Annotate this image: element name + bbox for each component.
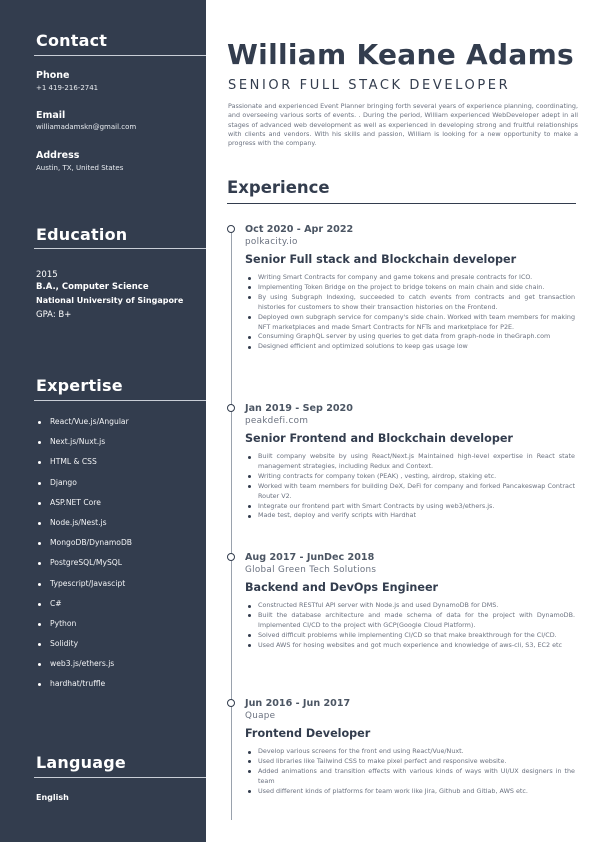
education-gpa: GPA: B+: [36, 310, 72, 320]
list-item: Develop various screens for the front end using React/Vue/Nuxt.: [245, 747, 575, 757]
job-bullets: [245, 601, 575, 651]
address-label: Address: [36, 150, 80, 161]
list-item: Consuming GraphQL server by using queries to get data from graph-node in theGraph.com: [245, 332, 575, 342]
email-label: Email: [36, 110, 66, 121]
list-item: Writing Smart Contracts for company and game tokens and presale contracts for ICO.: [245, 273, 575, 283]
person-name: William Keane Adams: [227, 38, 575, 71]
list-item: Built company website by using React/Next.js Maintained high-level expertise in React state management strategies, including Redux and Context.: [245, 452, 575, 472]
list-item: By using Subgraph Indexing, succeeded to catch events from contracts and get transaction histories for customers to show their transaction histories on the Frontend.: [245, 293, 575, 313]
list-item: Deployed own subgraph service for company's side chain. Worked with team members for making NFT marketplaces and made Smart Contracts for NFTs and marketplace for P2E.: [245, 313, 575, 333]
list-item: Typescript/Javascipt: [38, 574, 132, 594]
list-item: Added animations and transition effects with various kinds of ways with UI/UX designers in the team: [245, 767, 575, 787]
profile-summary: Passionate and experienced Event Planner bringing forth several years of experience planning, coordinating, and overseeing various sorts of events. . During the period, William experienced WebDeveloper adept in all stages of advanced web development as well as experienced in developing strong and fruitful relationships with clients and vendors. With his skills and passion, William is looking for a new opportunity to make a progress with the company.: [228, 102, 578, 148]
job-title: Senior Frontend and Blockchain developer: [245, 432, 513, 445]
sidebar: [0, 0, 206, 842]
job-date: Aug 2017 - JunDec 2018: [245, 552, 375, 563]
list-item: Integrate our frontend part with Smart Contracts by using web3/ethers.js.: [245, 502, 575, 512]
list-item: ASP.NET Core: [38, 493, 132, 513]
job-company: Global Green Tech Solutions: [245, 565, 377, 575]
list-item: Solidity: [38, 634, 132, 654]
job-company: Quape: [245, 711, 276, 721]
language-heading: Language: [36, 753, 126, 772]
list-item: Implementing Token Bridge on the project to bridge tokens on main chain and side chain.: [245, 283, 575, 293]
expertise-heading: Expertise: [36, 376, 123, 395]
timeline-dot: [227, 699, 235, 707]
job-title: Senior Full stack and Blockchain developer: [245, 253, 517, 266]
list-item: Built the database architecture and made schema of data for the project with DynamoDB. Implemented CI/CD to the project with GCP(Google Cloud Platform).: [245, 611, 575, 631]
phone-label: Phone: [36, 70, 70, 81]
job-title: Frontend Developer: [245, 727, 371, 740]
job-bullets: [245, 747, 575, 797]
email-value[interactable]: williamadamskn@gmail.com: [36, 123, 137, 131]
job-company: polkacity.io: [245, 237, 298, 247]
list-item: hardhat/truffle: [38, 674, 132, 694]
job-bullets: [245, 452, 575, 521]
address-value: Austin, TX, United States: [36, 164, 124, 172]
list-item: Next.js/Nuxt.js: [38, 432, 132, 452]
contact-heading: Contact: [36, 31, 108, 50]
list-item: Python: [38, 614, 132, 634]
education-school: National University of Singapore: [36, 296, 184, 305]
expertise-divider: [34, 400, 206, 401]
job-date: Jun 2016 - Jun 2017: [245, 698, 351, 709]
list-item: Designed efficient and optimized solutions to keep gas usage low: [245, 342, 575, 352]
job-date: Jan 2019 - Sep 2020: [245, 403, 353, 414]
expertise-list: [38, 412, 132, 695]
list-item: web3.js/ethers.js: [38, 654, 132, 674]
list-item: C#: [38, 594, 132, 614]
job-bullets: [245, 273, 575, 352]
timeline-line: [231, 229, 232, 820]
list-item: Made test, deploy and verify scripts with Hardhat: [245, 511, 575, 521]
education-heading: Education: [36, 225, 128, 244]
list-item: Used libraries like Tailwind CSS to make pixel perfect and responsive website.: [245, 757, 575, 767]
phone-value: +1 419-216-2741: [36, 84, 99, 92]
language-divider: [34, 777, 206, 778]
timeline-dot: [227, 225, 235, 233]
list-item: PostgreSQL/MySQL: [38, 553, 132, 573]
experience-heading: Experience: [227, 178, 330, 197]
job-role: SENIOR FULL STACK DEVELOPER: [228, 78, 511, 93]
list-item: Constructed RESTful API server with Node.js and used DynamoDB for DMS.: [245, 601, 575, 611]
list-item: Django: [38, 473, 132, 493]
list-item: Used different kinds of platforms for team work like Jira, Github and Gitlab, AWS etc.: [245, 787, 575, 797]
list-item: HTML & CSS: [38, 452, 132, 472]
list-item: Used AWS for hosing websites and got much experience and knowledge of aws-cli, S3, EC2 etc: [245, 641, 575, 651]
list-item: Writing contracts for company token (PEAK) , vesting, airdrop, staking etc.: [245, 472, 575, 482]
list-item: Worked with team members for building DeX, DeFi for company and forked Pancakeswap Contract Router V2.: [245, 482, 575, 502]
timeline-dot: [227, 553, 235, 561]
job-date: Oct 2020 - Apr 2022: [245, 224, 354, 235]
list-item: React/Vue.js/Angular: [38, 412, 132, 432]
list-item: MongoDB/DynamoDB: [38, 533, 132, 553]
list-item: Solved difficult problems while implementing CI/CD so that make breakthrough for the CI/CD.: [245, 631, 575, 641]
contact-divider: [34, 55, 206, 56]
education-degree: B.A., Computer Science: [36, 282, 149, 292]
job-company: peakdefi.com: [245, 416, 309, 426]
timeline-dot: [227, 404, 235, 412]
education-divider: [34, 248, 206, 249]
language-item: English: [36, 793, 69, 802]
list-item: Node.js/Nest.js: [38, 513, 132, 533]
job-title: Backend and DevOps Engineer: [245, 581, 439, 594]
experience-divider: [227, 203, 576, 204]
education-year: 2015: [36, 270, 58, 280]
